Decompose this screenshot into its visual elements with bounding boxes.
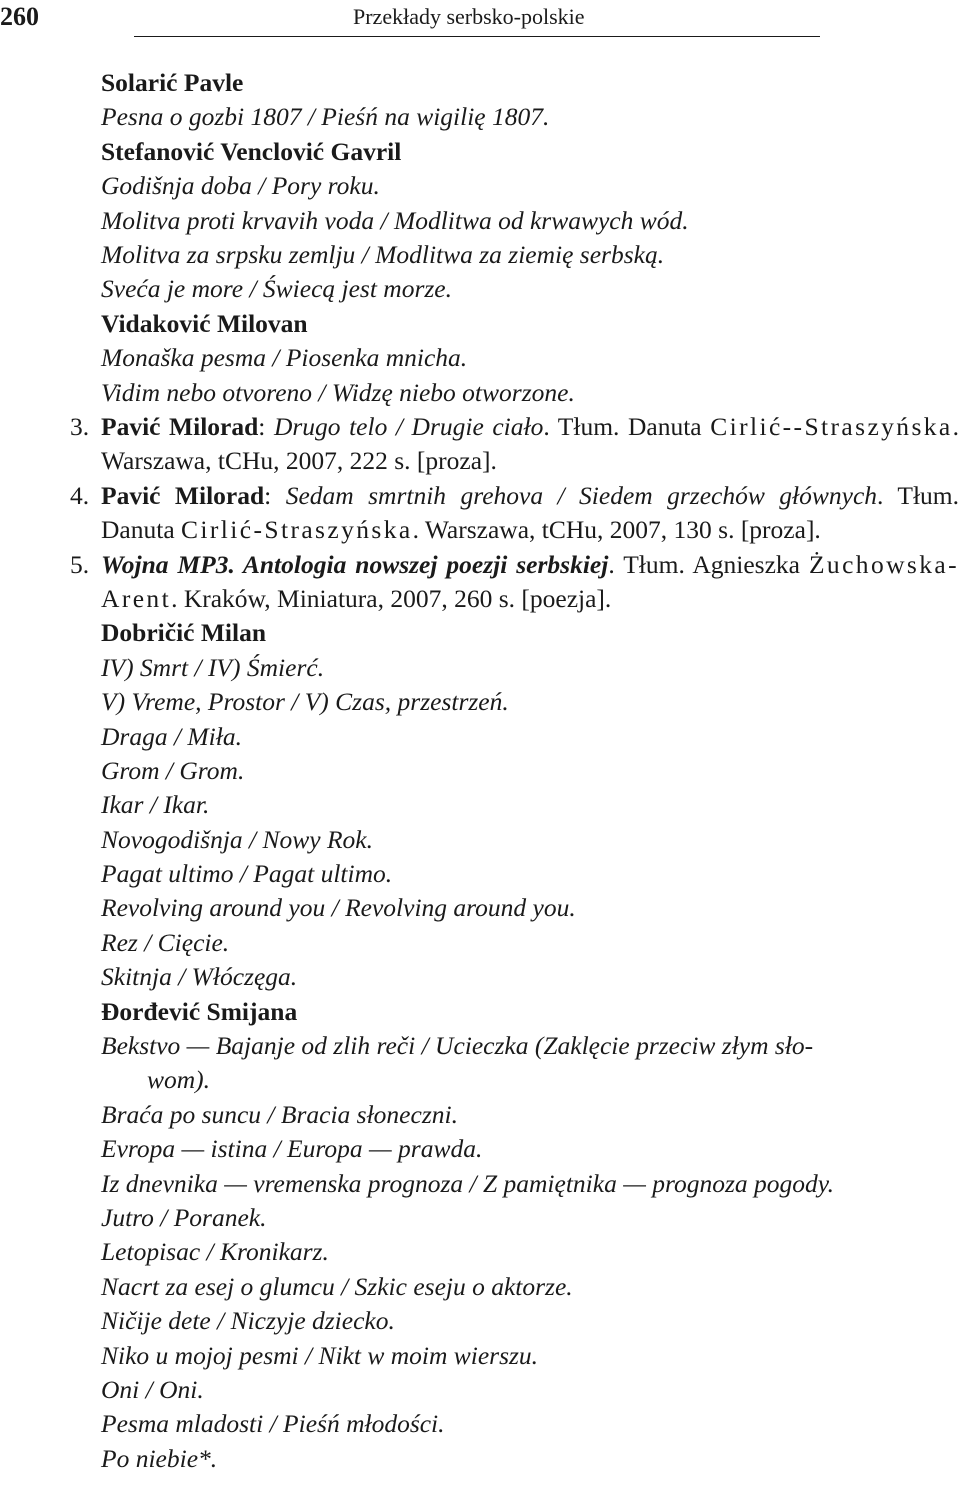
bibliography-block-2 bbox=[0, 616, 960, 1476]
author-heading: Đorđević Smijana bbox=[101, 996, 298, 1026]
author-heading: Stefanović Venclović Gavril bbox=[101, 136, 402, 166]
work-title: Draga / Miła. bbox=[101, 721, 242, 751]
work-title: Nacrt za esej o glumcu / Szkic eseju o aktorze. bbox=[101, 1271, 573, 1301]
bibliography-entries bbox=[0, 410, 960, 616]
numbered-entry bbox=[0, 410, 959, 479]
author-heading: Vidaković Milovan bbox=[101, 308, 308, 338]
work-title: V) Vreme, Prostor / V) Czas, przestrzeń. bbox=[101, 687, 509, 717]
work-title: IV) Smrt / IV) Śmierć. bbox=[101, 652, 325, 682]
work-title: Revolving around you / Revolving around you. bbox=[101, 893, 576, 923]
work-title: Sveća je more / Świecą jest morze. bbox=[101, 274, 452, 304]
entry-publication: . Kraków, Miniatura, 2007, 260 s. [poezja]. bbox=[171, 583, 612, 613]
numbered-entry bbox=[0, 479, 959, 548]
work-title: Vidim nebo otvoreno / Widzę niebo otworzone. bbox=[101, 377, 575, 407]
work-title: Pesna o gozbi 1807 / Pieśń na wigilię 1807. bbox=[101, 102, 550, 132]
work-title: Novogodišnja / Nowy Rok. bbox=[101, 824, 373, 854]
entry-number: 4. bbox=[70, 480, 90, 510]
entry-translator: Żuchowska-Arent bbox=[101, 549, 959, 613]
work-title: Grom / Grom. bbox=[101, 755, 245, 785]
work-title: Ničije dete / Niczyje dziecko. bbox=[101, 1306, 395, 1336]
work-title: Rez / Cięcie. bbox=[101, 927, 230, 957]
entry-translator: Cirlić-Straszyńska bbox=[181, 515, 413, 545]
work-title: Skitnja / Włóczęga. bbox=[101, 962, 298, 992]
entry-title: Drugo telo / Drugie ciało bbox=[273, 411, 544, 441]
work-title: Pagat ultimo / Pagat ultimo. bbox=[101, 859, 393, 889]
entry-separator: : bbox=[264, 480, 286, 510]
work-title: wom). bbox=[147, 1065, 211, 1095]
entry-publication: . Warszawa, tCHu, 2007, 130 s. [proza]. bbox=[412, 515, 821, 545]
work-title: Molitva proti krvavih voda / Modlitwa od krwawych wód. bbox=[101, 205, 689, 235]
entry-publication: . Warszawa, tCHu, 2007, 222 s. [proza]. bbox=[101, 411, 960, 476]
running-title: Przekłady serbsko-polskie bbox=[353, 4, 585, 29]
work-title: Monaška pesma / Piosenka mnicha. bbox=[101, 343, 468, 373]
work-title: Pesma mladosti / Pieśń młodości. bbox=[101, 1409, 445, 1439]
header-rule bbox=[134, 36, 820, 37]
work-title: Ikar / Ikar. bbox=[101, 790, 210, 820]
entry-separator: : bbox=[258, 411, 274, 441]
entry-number: 3. bbox=[70, 411, 90, 441]
work-title: Braća po suncu / Bracia słoneczni. bbox=[101, 1099, 458, 1129]
entry-author: Pavić Milorad bbox=[101, 480, 265, 510]
work-title: Godišnja doba / Pory roku. bbox=[101, 171, 380, 201]
entry-title: Wojna MP3. Antologia nowszej poezji serbskiej bbox=[101, 549, 609, 579]
entry-number: 5. bbox=[70, 549, 90, 579]
work-title: Po niebie*. bbox=[101, 1443, 218, 1473]
page-number: 260 bbox=[0, 2, 39, 31]
author-heading: Dobričić Milan bbox=[101, 618, 267, 648]
work-title: Oni / Oni. bbox=[101, 1374, 204, 1404]
work-title: Jutro / Poranek. bbox=[101, 1202, 267, 1232]
author-heading: Solarić Pavle bbox=[101, 68, 244, 97]
page-header bbox=[0, 0, 960, 40]
entry-translation-label: . Tłum. Danuta bbox=[101, 480, 959, 545]
entry-title: Sedam smrtnih grehova / Siedem grzechów głównych bbox=[285, 480, 878, 510]
entry-author: Pavić Milorad bbox=[101, 411, 259, 441]
entry-translation-label: . Tłum. Danuta bbox=[543, 411, 711, 441]
work-title: Letopisac / Kronikarz. bbox=[101, 1237, 329, 1267]
bibliography-list bbox=[0, 66, 960, 1476]
entry-translator: Cirlić--Straszyńska bbox=[710, 411, 953, 441]
work-title: Bekstvo — Bajanje od zlih reči / Ucieczka (Zaklęcie przeciw złym sło- bbox=[101, 1031, 814, 1061]
numbered-entry bbox=[0, 548, 959, 617]
work-title: Iz dnevnika — vremenska prognoza / Z pamiętnika — prognoza pogody. bbox=[101, 1168, 835, 1198]
work-title: Niko u mojoj pesmi / Nikt w moim wierszu. bbox=[101, 1340, 539, 1370]
bibliography-block-1 bbox=[0, 66, 960, 410]
entry-translation-label: . Tłum. Agnieszka bbox=[608, 549, 809, 579]
work-title: Evropa — istina / Europa — prawda. bbox=[101, 1134, 483, 1164]
work-title: Molitva za srpsku zemlju / Modlitwa za ziemię serbską. bbox=[101, 239, 665, 269]
